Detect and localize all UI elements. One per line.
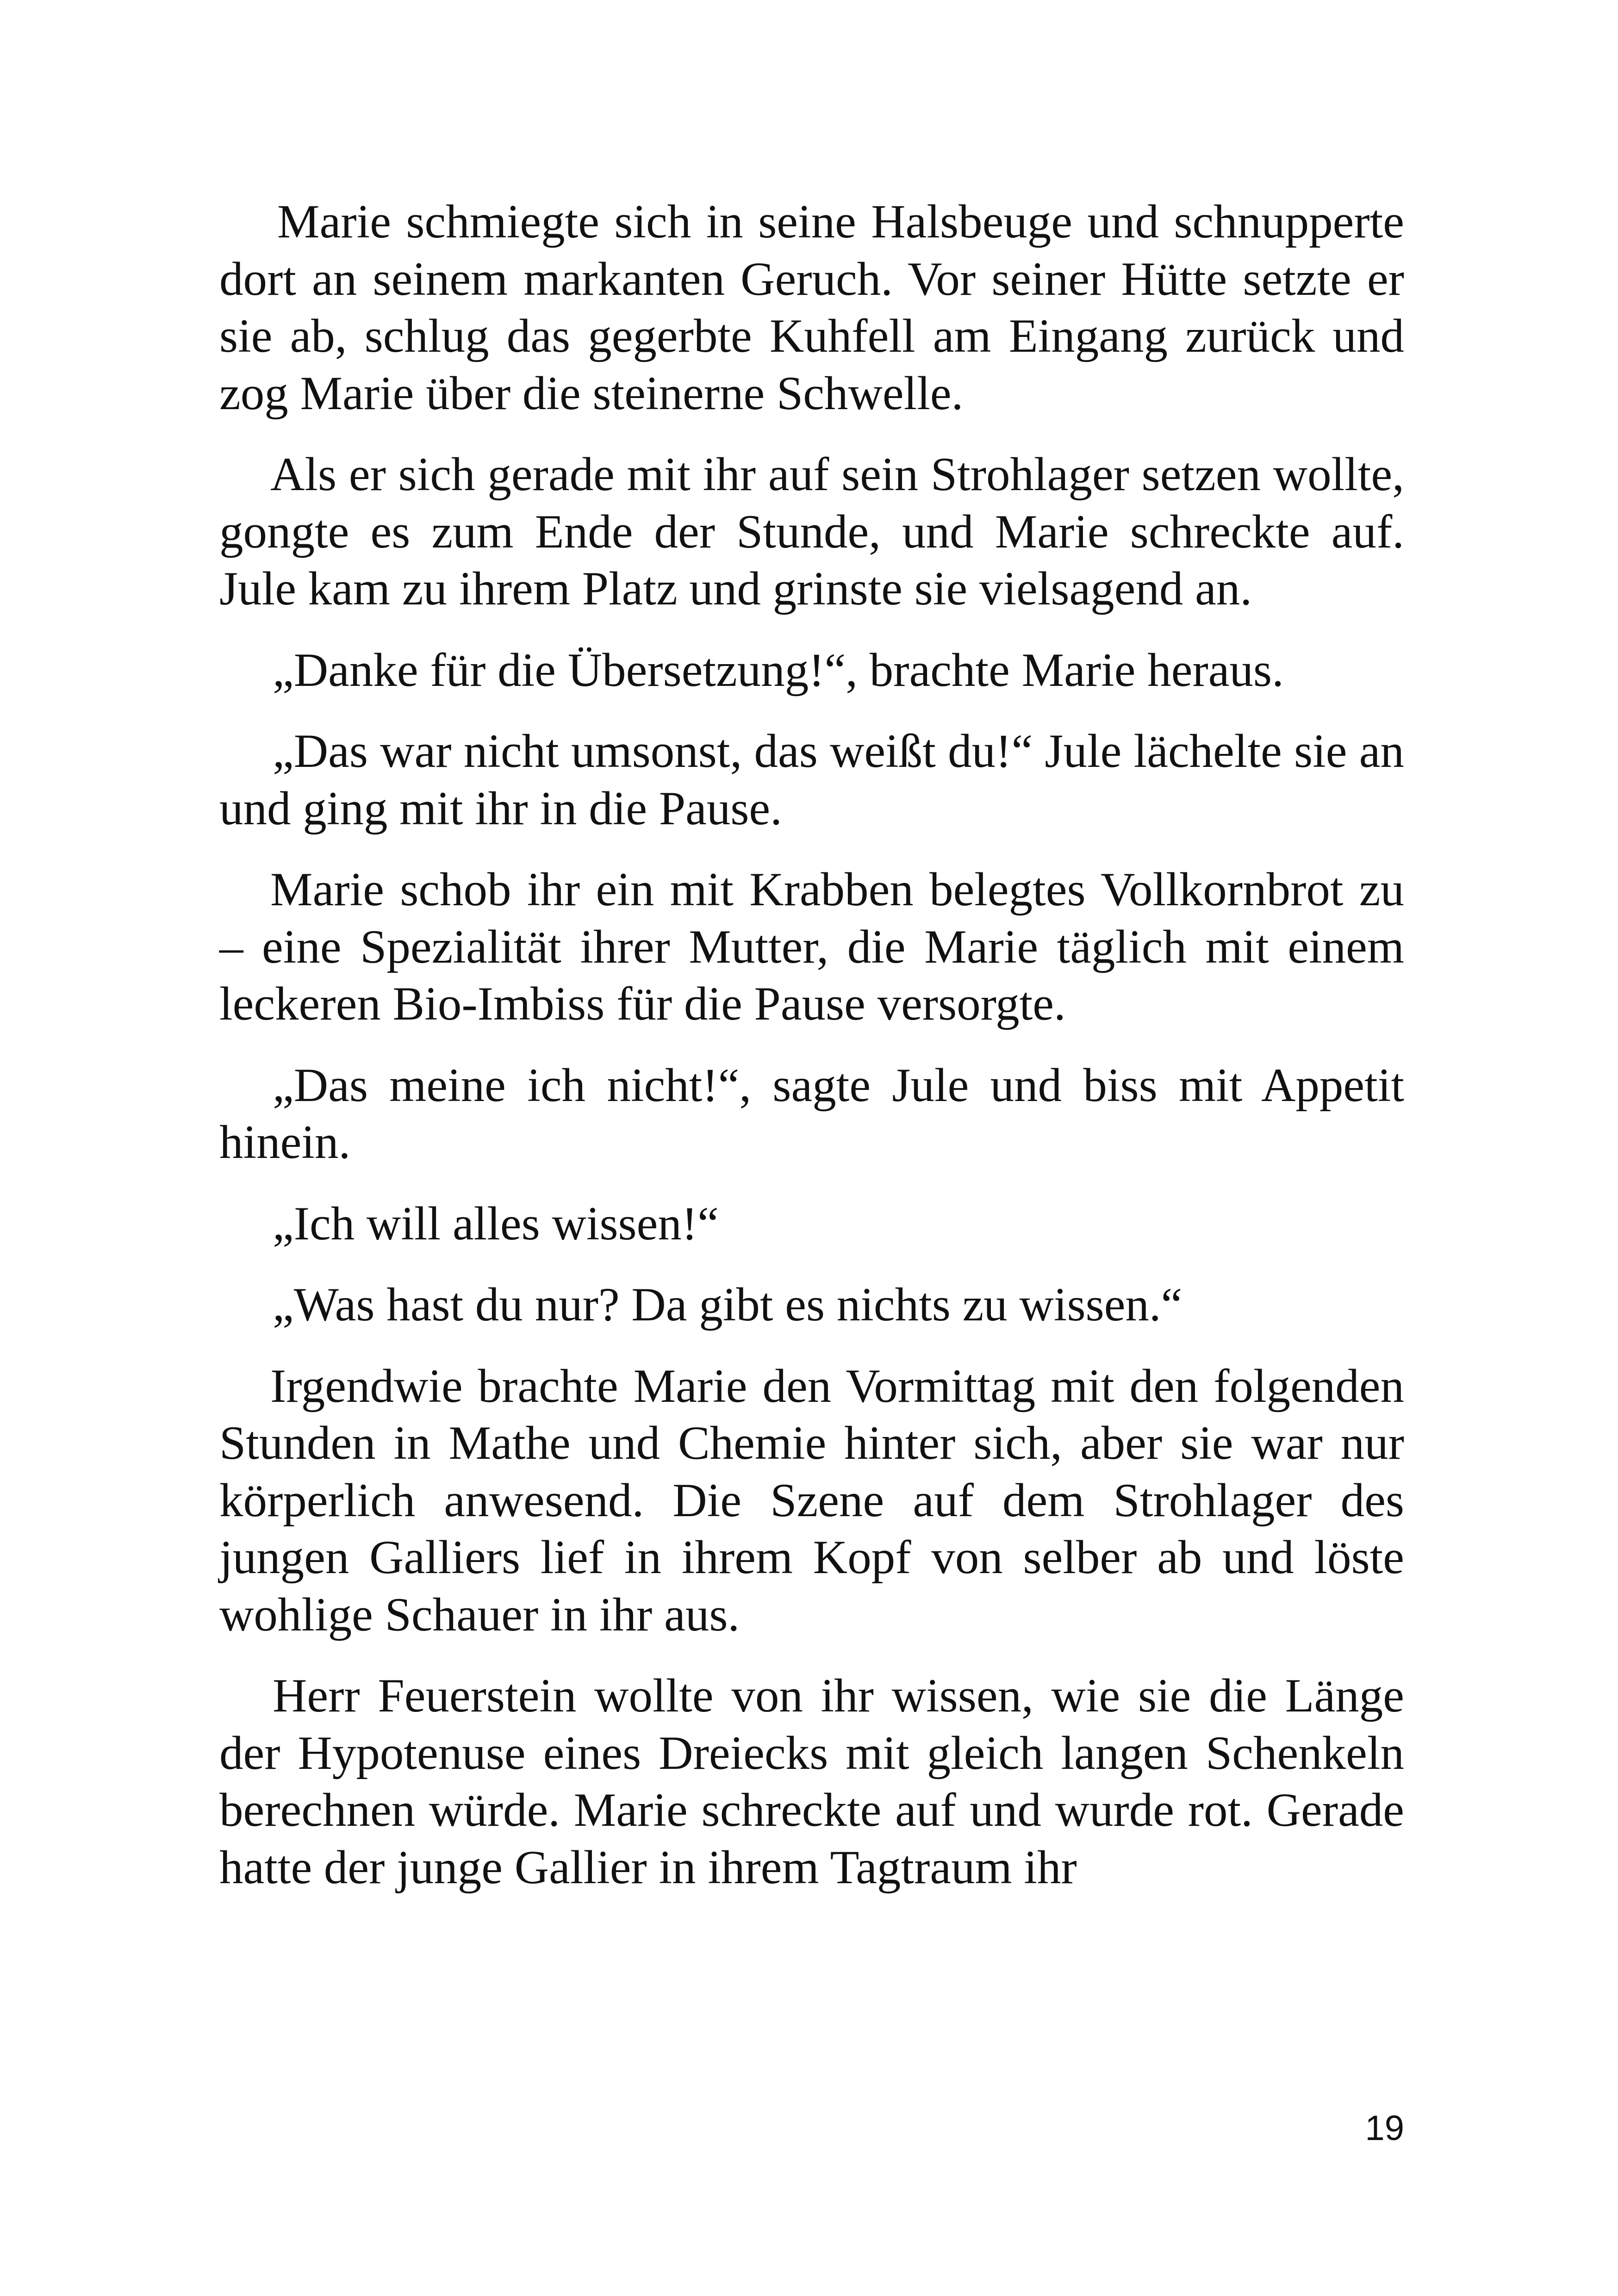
paragraph: Marie schob ihr ein mit Krabben belegtes Vollkornbrot zu – eine Spezialität ihrer Mutter, die Marie täglich mit einem leckeren Bio-Imbiss für die Pause versorgte.	[219, 863, 1404, 1030]
paragraph: „Das war nicht umsonst, das weißt du!“ Jule lächelte sie an und ging mit ihr in die Pause.	[219, 725, 1404, 835]
paragraph: „Danke für die Übersetzung!“, brachte Marie heraus.	[273, 643, 1284, 697]
paragraph: „Das meine ich nicht!“, sagte Jule und biss mit Appetit hinein.	[219, 1058, 1404, 1169]
page-number: 19	[1365, 2109, 1404, 2148]
paragraph: Als er sich gerade mit ihr auf sein Strohlager setzen wollte, gongte es zum Ende der Stunde, und Marie schreckte auf. Jule kam zu ihrem Platz und grinste sie vielsagend an.	[219, 448, 1404, 615]
paragraph: Marie schmiegte sich in seine Halsbeuge und schnupperte dort an seinem markanten Geruch. Vor seiner Hütte setzte er sie ab, schlug das gegerbte Kuhfell am Eingang zurück und zog Marie über die steinerne Schwelle.	[219, 195, 1404, 420]
paragraph: „Was hast du nur? Da gibt es nichts zu wissen.“	[273, 1278, 1182, 1331]
paragraph: Herr Feuerstein wollte von ihr wissen, wie sie die Länge der Hypotenuse eines Dreiecks mit gleich langen Schenkeln berechnen würde. Marie schreckte auf und wurde rot. Gerade hatte der junge Gallier in ihrem Tagtraum ihr	[219, 1669, 1404, 1894]
body-text	[219, 193, 1404, 1920]
paragraph: Irgendwie brachte Marie den Vormittag mit den folgenden Stunden in Mathe und Chemie hinter sich, aber sie war nur körperlich anwesend. Die Szene auf dem Strohlager des jungen Galliers lief in ihrem Kopf von selber ab und löste wohlige Schauer in ihr aus.	[219, 1359, 1404, 1641]
paragraph: „Ich will alles wissen!“	[273, 1197, 719, 1250]
